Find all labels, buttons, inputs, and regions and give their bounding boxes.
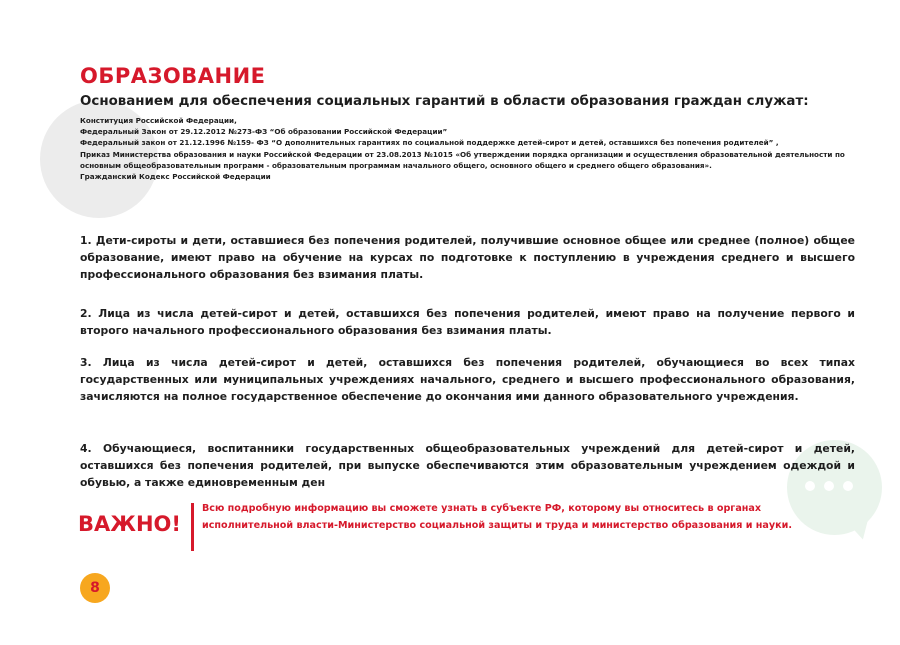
legal-basis-item: Приказ Министерства образования и науки Российской Федерации от 23.08.2013 №1015 «Об утверждении порядка организации и осуществления образовательной деятельности по основным общеобразовательным программ - образовательным программам начального общего, основного общего и среднего общего образования».: [80, 149, 845, 170]
speech-bubble-tail: [845, 516, 872, 542]
important-divider: [191, 503, 194, 551]
page-title: ОБРАЗОВАНИЕ: [80, 64, 266, 88]
legal-basis-item: Федеральный Закон от 29.12.2012 №273-ФЗ “Об образовании Российской Федерации”: [80, 127, 448, 137]
legal-basis-item: Конституция Российской Федерации,: [80, 116, 237, 125]
rule-paragraph-2: 2. Лица из числа детей-сирот и детей, оставшихся без попечения родителей, имеют право на получение первого и второго начального профессионального образования без взимания платы.: [80, 307, 855, 337]
rule-paragraph-3: 3. Лица из числа детей-сирот и детей, оставшихся без попечения родителей, обучающиеся во всех типах государственных или муниципальных учреждениях начального, среднего и высшего профессионального образования, зачисляются на полное государственное обеспечение до окончания ими данного образовательного учреждения.: [80, 356, 855, 403]
legal-basis-item: Гражданский Кодекс Российской Федерации: [80, 172, 271, 182]
section-subtitle: Основанием для обеспечения социальных гарантий в области образования граждан служат:: [80, 94, 809, 109]
page-number-badge: 8: [80, 573, 110, 603]
important-note: Всю подробную информацию вы сможете узнать в субъекте РФ, которому вы относитесь в органах исполнительной власти-Министерство социальной защиты и труда и министерство образования и науки.: [202, 503, 793, 531]
important-label: ВАЖНО!: [78, 512, 181, 536]
legal-basis-item: Федеральный закон от 21.12.1996 №159- ФЗ “О дополнительных гарантиях по социальной поддержке детей-сирот и детей, оставшихся без попечения родителей” ,: [80, 138, 779, 148]
rule-paragraph-4: 4. Обучающиеся, воспитанники государственных общеобразовательных учреждений для детей-сирот и детей, оставшихся без попечения родителей, при выпуске обеспечиваются этим образовательным учреждением одеждой и обувью, а также единовременным ден: [80, 442, 855, 489]
rule-paragraph-1: 1. Дети-сироты и дети, оставшиеся без попечения родителей, получившие основное общее или среднее (полное) общее образование, имеют право на обучение на курсах по подготовке к поступлению в учреждения среднего и высшего профессионального образования без взимания платы.: [80, 234, 855, 281]
legal-basis-list: [80, 115, 870, 182]
